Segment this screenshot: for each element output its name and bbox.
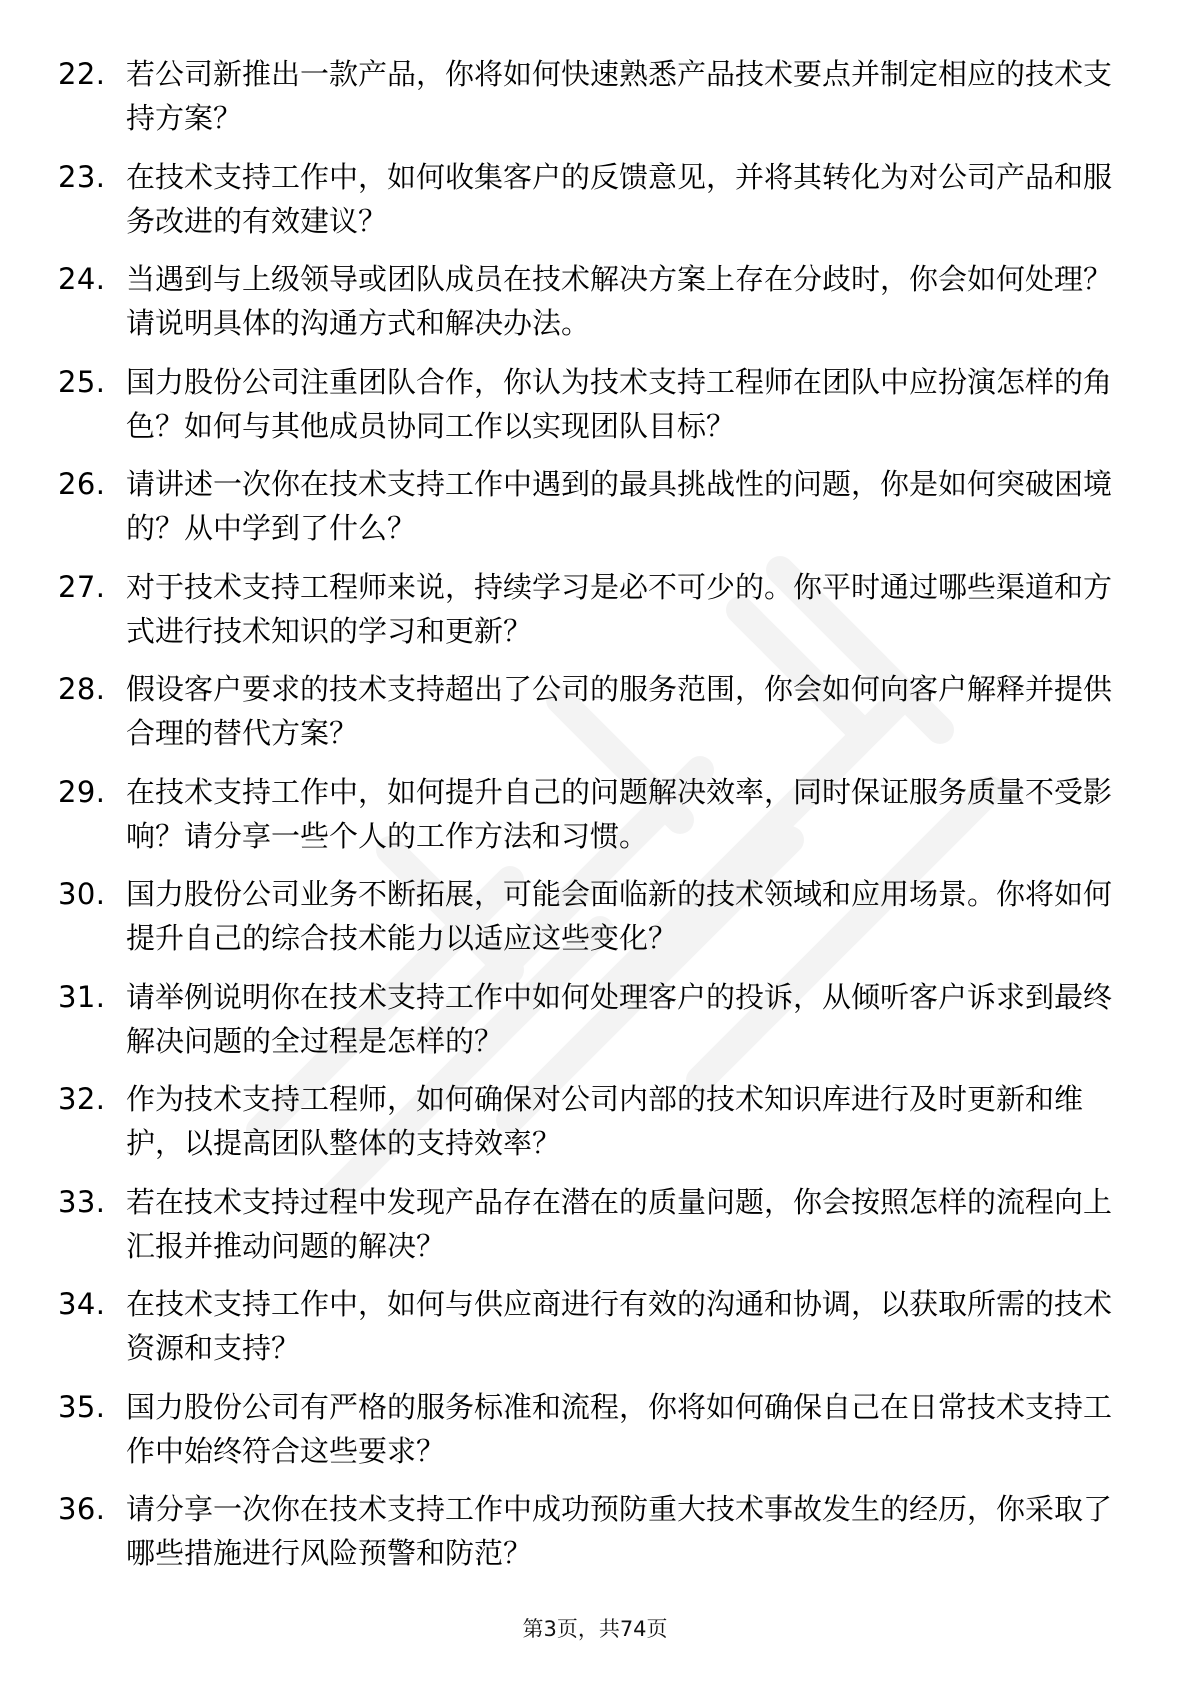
question-number: 27. xyxy=(58,569,106,604)
question-item xyxy=(58,462,1138,550)
question-item xyxy=(58,1180,1138,1268)
question-number: 36. xyxy=(58,1492,106,1526)
question-text: 请分享一次你在技术支持工作中成功预防重大技术事故发生的经历，你采取了哪些措施进行风险预警和防范？ xyxy=(126,1492,1113,1570)
question-item xyxy=(58,155,1138,243)
question-item xyxy=(58,1385,1138,1473)
question-item xyxy=(58,667,1138,755)
question-item xyxy=(58,52,1138,140)
question-number: 24. xyxy=(58,262,106,296)
question-text: 对于技术支持工程师来说，持续学习是必不可少的。你平时通过哪些渠道和方式进行技术知识的学习和更新？ xyxy=(126,569,1113,648)
question-item xyxy=(58,257,1138,345)
page-footer: 第3页，共74页 xyxy=(522,1617,668,1641)
question-number: 29. xyxy=(58,774,106,809)
question-text: 在技术支持工作中，如何收集客户的反馈意见，并将其转化为对公司产品和服务改进的有效建议？ xyxy=(126,159,1113,238)
question-number: 30. xyxy=(58,877,106,911)
question-number: 28. xyxy=(58,672,106,706)
question-list xyxy=(58,52,1138,1590)
question-text: 当遇到与上级领导或团队成员在技术解决方案上存在分歧时，你会如何处理？请说明具体的沟通方式和解决办法。 xyxy=(126,262,1113,340)
question-number: 23. xyxy=(58,159,106,194)
question-text: 若公司新推出一款产品，你将如何快速熟悉产品技术要点并制定相应的技术支持方案？ xyxy=(126,57,1113,135)
question-item xyxy=(58,1077,1138,1165)
question-item xyxy=(58,975,1138,1063)
question-number: 26. xyxy=(58,467,106,501)
question-text: 若在技术支持过程中发现产品存在潜在的质量问题，你会按照怎样的流程向上汇报并推动问题的解决？ xyxy=(126,1184,1113,1263)
question-text: 国力股份公司注重团队合作，你认为技术支持工程师在团队中应扮演怎样的角色？如何与其他成员协同工作以实现团队目标？ xyxy=(126,364,1113,443)
question-number: 34. xyxy=(58,1287,106,1321)
question-item xyxy=(58,872,1138,960)
question-number: 35. xyxy=(58,1389,106,1424)
question-text: 在技术支持工作中，如何提升自己的问题解决效率，同时保证服务质量不受影响？请分享一些个人的工作方法和习惯。 xyxy=(126,774,1113,853)
question-number: 31. xyxy=(58,979,106,1014)
question-text: 国力股份公司有严格的服务标准和流程，你将如何确保自己在日常技术支持工作中始终符合这些要求？ xyxy=(126,1389,1113,1468)
question-number: 22. xyxy=(58,57,106,91)
question-item xyxy=(58,360,1138,448)
question-number: 25. xyxy=(58,364,106,399)
question-text: 在技术支持工作中，如何与供应商进行有效的沟通和协调，以获取所需的技术资源和支持？ xyxy=(126,1287,1113,1365)
question-text: 作为技术支持工程师，如何确保对公司内部的技术知识库进行及时更新和维护，以提高团队整体的支持效率？ xyxy=(126,1082,1084,1160)
question-item xyxy=(58,1487,1138,1575)
question-item xyxy=(58,770,1138,858)
question-text: 假设客户要求的技术支持超出了公司的服务范围，你会如何向客户解释并提供合理的替代方案？ xyxy=(126,672,1113,750)
question-text: 国力股份公司业务不断拓展，可能会面临新的技术领域和应用场景。你将如何提升自己的综合技术能力以适应这些变化？ xyxy=(126,877,1113,955)
question-number: 32. xyxy=(58,1082,106,1116)
question-number: 33. xyxy=(58,1184,106,1219)
question-text: 请讲述一次你在技术支持工作中遇到的最具挑战性的问题，你是如何突破困境的？从中学到了什么？ xyxy=(126,467,1113,545)
question-item xyxy=(58,565,1138,653)
question-text: 请举例说明你在技术支持工作中如何处理客户的投诉，从倾听客户诉求到最终解决问题的全过程是怎样的？ xyxy=(126,979,1113,1058)
question-item xyxy=(58,1282,1138,1370)
